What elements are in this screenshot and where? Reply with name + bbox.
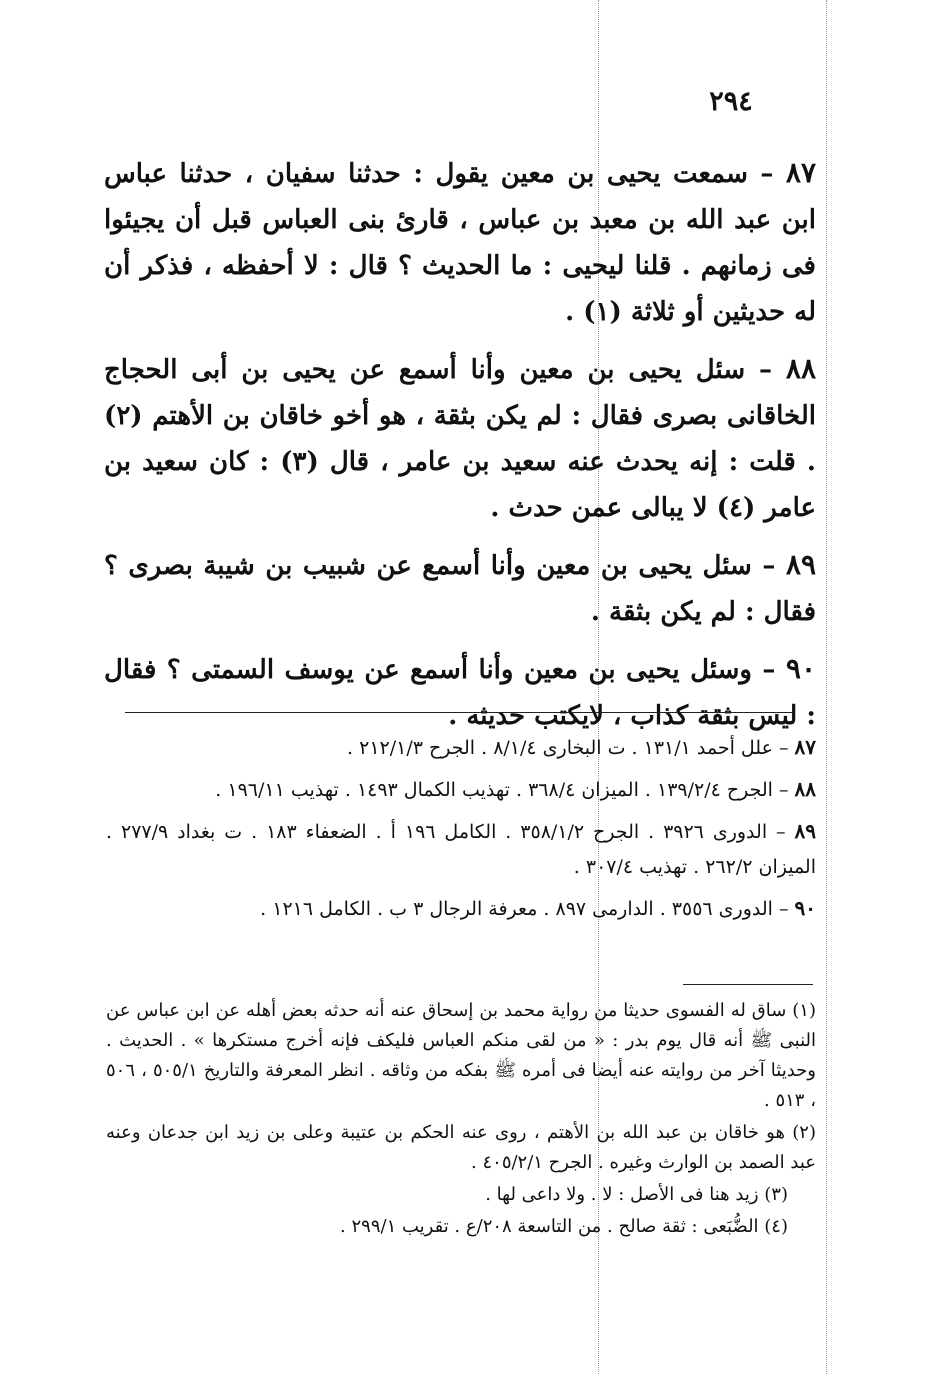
entry-text: – سئل يحيى بن معين وأنا أسمع عن شبيب بن شيبة بصرى ؟ فقال : لم يكن بثقة . <box>104 551 816 627</box>
reference-text: – علل أحمد ١٣١/١ . ت البخارى ٨/١/٤ . الجرح ٢١٢/١/٣ . <box>347 737 795 759</box>
reference-number: ٨٩ <box>794 819 816 843</box>
page-number: ٢٩٤ <box>709 86 753 117</box>
reference-number: ٨٧ <box>794 735 816 759</box>
scan-margin-line <box>826 0 827 1374</box>
entry-text: – سئل يحيى بن معين وأنا أسمع عن يحيى بن أبى الحجاج الخاقانى بصرى فقال : لم يكن بثقة ، هو أخو خاقان بن الأهتم (٢) . قلت : إنه يحدث عنه سعيد بن عامر ، قال (٣) : كان سعيد بن عامر (٤) لا يبالى عمن حدث . <box>104 355 816 523</box>
entry-number: ٨٨ <box>785 352 816 385</box>
reference-number: ٩٠ <box>794 896 816 920</box>
footnote-3: (٣) زيد هنا فى الأصل : لا . ولا داعى لها . <box>485 1184 788 1205</box>
entry-number: ٨٧ <box>785 156 816 189</box>
references-block <box>106 730 816 933</box>
footnote-2: (٢) هو خاقان بن عبد الله بن الأهتم ، روى عنه الحكم بن عتيبة وعلى بن زيد ابن جدعان وعنه عبد الصمد بن الوارث وغيره . الجرح ٤٠٥/٢/١ . <box>106 1122 816 1173</box>
reference-text: – الدورى ٣٥٥٦ . الدارمى ٨٩٧ . معرفة الرجال ٣ ب . الكامل ١٢١٦ . <box>260 898 795 920</box>
entry-89 <box>104 542 816 635</box>
main-text <box>104 150 816 750</box>
reference-90 <box>106 891 816 927</box>
footnotes-divider <box>683 984 813 985</box>
footnote-4: (٤) الضُّبَعى : ثقة صالح . من التاسعة ٢٠٨/ع . تقريب ٢٩٩/١ . <box>340 1216 788 1237</box>
footnote-1: (١) ساق له الفسوى حديثا من رواية محمد بن إسحاق عنه أنه حدثه بعض أهله عن ابن عباس عن النبى ﷺ أنه قال يوم بدر : « من لقى منكم العباس فليكف فإنه أخرج مستكرها » . الحديث . وحديثا آخر من روايته عنه أيضا فى أمره ﷺ بفكه من وثاقه . انظر المعرفة والتاريخ ٥٠٥/١ ، ٥٠٦ ، ٥١٣ . <box>106 1000 816 1111</box>
entry-number: ٩٠ <box>785 652 816 685</box>
references-divider <box>125 712 792 713</box>
reference-88 <box>106 772 816 808</box>
reference-number: ٨٨ <box>794 777 816 801</box>
entry-88 <box>104 346 816 531</box>
reference-text: – الجرح ١٣٩/٢/٤ . الميزان ٣٦٨/٤ . تهذيب الكمال ١٤٩٣ . تهذيب ١٩٦/١١ . <box>215 779 795 801</box>
entry-text: – سمعت يحيى بن معين يقول : حدثنا سفيان ، حدثنا عباس ابن عبد الله بن معبد بن عباس ، قارئ بنى العباس قبل أن يجيئوا فى زمانهم . قلنا ليحيى : ما الحديث ؟ قال : لا أحفظه ، فذكر أن له حديثين أو ثلاثة (١) . <box>104 159 816 327</box>
entry-87 <box>104 150 816 335</box>
entry-90 <box>104 646 816 739</box>
reference-87 <box>106 730 816 766</box>
entry-number: ٨٩ <box>785 548 816 581</box>
footnotes-block <box>106 996 816 1244</box>
entry-text: – وسئل يحيى بن معين وأنا أسمع عن يوسف السمتى ؟ فقال : ليس بثقة كذاب ، لايكتب حديثه . <box>104 655 816 731</box>
reference-text: – الدورى ٣٩٢٦ . الجرح ٣٥٨/١/٢ . الكامل ١٩٦ أ . الضعفاء ١٨٣ . ت بغداد ٢٧٧/٩ . الميزان ٢٦٢/٢ . تهذيب ٣٠٧/٤ . <box>106 821 816 878</box>
reference-89 <box>106 814 816 885</box>
